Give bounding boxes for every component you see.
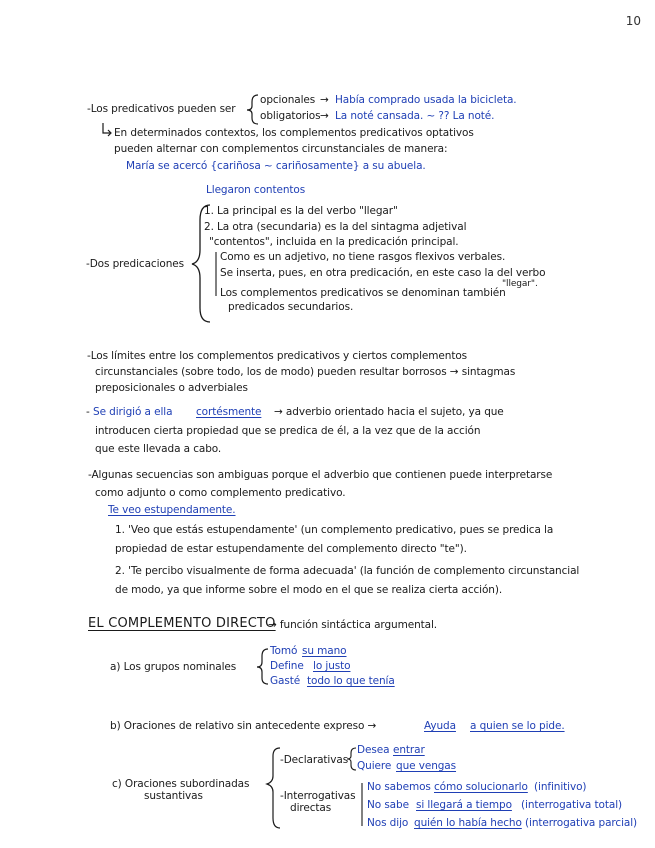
s6-i1-note: (infinitivo) xyxy=(534,781,587,793)
s2-line2a: 2. La otra (secundaria) es la del sintagma adjetival xyxy=(204,221,467,233)
s6-b-example-a: Ayuda xyxy=(424,720,456,732)
heading-note: → función sintáctica argumental. xyxy=(268,619,438,631)
s2-bullet1: Como es un adjetivo, no tiene rasgos flexivos verbales. xyxy=(220,251,506,263)
s6-b-example-b: a quien se lo pide. xyxy=(470,720,565,732)
s6-i1-object: cómo solucionarlo xyxy=(434,781,528,793)
s2-example: Llegaron contentos xyxy=(206,184,306,196)
s3-line1: -Los límites entre los complementos predicativos y ciertos complementos xyxy=(87,350,468,362)
s2-label: -Dos predicaciones xyxy=(86,258,185,270)
brace-decl xyxy=(347,748,356,770)
s2-bullet3b: predicados secundarios. xyxy=(228,301,354,313)
s6-directas: directas xyxy=(290,802,332,814)
s6-c-label1: c) Oraciones subordinadas xyxy=(112,778,250,790)
brace-s6-c xyxy=(267,748,280,828)
s6-i3-object: quién lo había hecho xyxy=(414,817,522,829)
hook-arrow-s1 xyxy=(103,123,110,133)
s1-note-line1: En determinados contextos, los complementos predicativos optativos xyxy=(114,127,474,139)
s6-a3-object: todo lo que tenía xyxy=(307,675,395,687)
s6-i2-verb: No sabe xyxy=(367,799,409,811)
s4-line1: → adverbio orientado hacia el sujeto, ya que xyxy=(274,406,504,418)
brace-s1 xyxy=(247,95,258,124)
s6-a1-object: su mano xyxy=(302,645,347,657)
s6-i1-verb: No sabemos xyxy=(367,781,431,793)
s1-obligatory-label: obligatorios xyxy=(260,110,321,122)
s6-a3-verb: Gasté xyxy=(270,675,301,687)
s6-decl-1-verb: Desea xyxy=(357,744,390,756)
s1-example: María se acercó {cariñosa ~ cariñosamente} a su abuela. xyxy=(126,160,426,172)
s6-i3-note: (interrogativa parcial) xyxy=(525,817,638,829)
s1-obligatory-example: La noté cansada. ~ ?? La noté. xyxy=(335,110,495,122)
notebook-page: 10 -Los predicativos pueden ser opcionales → Había comprado usada la bicicleta. obligatorios → La noté cansada. ~ ?? La noté. En determinados contextos, los complementos predicativos optativos pueden alternar con complementos circunstanciales de manera: María se acercó {cariñosa ~ cariñosamente} a su abuela. -Dos predicaciones Llegaron contentos 1. La principal es la del verbo "llegar" 2. La otra (secundaria) es la del sintagma adjetival "contentos", incluida en la predicación principal. Como es un adjetivo, no tiene rasgos flexivos verbales. Se inserta, pues, en otra predicación, en este caso la del verbo "llegar". Los complementos predicativos se denominan también predicados secundarios. -Los límites entre los complementos predicativos y ciertos complementos circunstanciales (sobre todo, los de modo) pueden resultar borrosos → sintagmas preposicionales o adverbiales - Se dirigió a ella cortésmente → adverbio orientado hacia el sujeto, ya que introducen cierta propiedad que se predica de él, a la vez que de la acción que este llevada a cabo. -Algunas secuencias son ambiguas porque el adverbio que contienen puede interpretarse como adjunto o como complemento predicativo. Te veo estupendamente. 1. 'Veo que estás estupendamente' (un complemento predicativo, pues se predica la propiedad de estar estupendamente del complemento directo "te"). 2. 'Te percibo visualmente de forma adecuada' (la función de complemento circunstancial de modo, ya que informe sobre el modo en el que se realiza cierta acción). EL COMPLEMENTO DIRECTO → función sintáctica argumental. a) Los grupos nominales Tomó su mano Define lo justo Gasté todo lo que tenía b) Oraciones de relativo sin antecedente expreso → Ayuda a quien se lo pide. c) Oraciones subordinadas sustantivas -Declarativas Desea entrar Quiere que vengas -Interrogativas directas No sabemos cómo solucionarlo (infinitivo) No sabe si llegará a tiempo (interrogativa total) Nos dijo quién lo había hecho (interrogativa parcial) xyxy=(0,0,655,848)
s4-line3: que este llevada a cabo. xyxy=(95,443,222,455)
s6-c-label2: sustantivas xyxy=(144,790,203,802)
s3-line2: circunstanciales (sobre todo, los de modo) pueden resultar borrosos → sintagmas xyxy=(95,366,516,378)
s2-bullet2: Se inserta, pues, en otra predicación, en este caso la del verbo xyxy=(220,267,546,279)
s2-line2b: "contentos", incluida en la predicación principal. xyxy=(209,236,459,248)
section-heading: EL COMPLEMENTO DIRECTO xyxy=(88,616,276,631)
s5-example: Te veo estupendamente. xyxy=(108,504,236,516)
s2-line1: 1. La principal es la del verbo "llegar" xyxy=(204,205,398,217)
s4-example-b: cortésmente xyxy=(196,406,262,418)
s6-decl-2-verb: Quiere xyxy=(357,760,392,772)
s6-i2-note: (interrogativa total) xyxy=(521,799,623,811)
s2-bullet2b: "llegar". xyxy=(502,279,538,289)
s3-line3: preposicionales o adverbiales xyxy=(95,382,248,394)
s1-optional-example: Había comprado usada la bicicleta. xyxy=(335,94,517,106)
s6-b-label: b) Oraciones de relativo sin antecedente expreso → xyxy=(110,720,377,732)
s6-decl-1-object: entrar xyxy=(393,744,425,756)
brace-s6-a xyxy=(257,649,268,684)
s6-a2-verb: Define xyxy=(270,660,304,672)
s5-note1a: 1. 'Veo que estás estupendamente' (un complemento predicativo, pues se predica la xyxy=(115,524,554,536)
s4-example-a: Se dirigió a ella xyxy=(93,406,173,418)
s1-lead: -Los predicativos pueden ser xyxy=(87,103,236,115)
page-number: 10 xyxy=(625,14,641,28)
s5-line1: -Algunas secuencias son ambiguas porque el adverbio que contienen puede interpretarse xyxy=(88,469,553,481)
s5-note2a: 2. 'Te percibo visualmente de forma adecuada' (la función de complemento circunstancial xyxy=(115,565,580,577)
s6-a1-verb: Tomó xyxy=(270,645,298,657)
s5-note1b: propiedad de estar estupendamente del complemento directo "te"). xyxy=(115,543,467,555)
s1-optional-label: opcionales xyxy=(260,94,316,106)
s2-bullet3a: Los complementos predicativos se denominan también xyxy=(220,287,506,299)
s6-decl-2-object: que vengas xyxy=(396,760,457,772)
s5-note2b: de modo, ya que informe sobre el modo en el que se realiza cierta acción). xyxy=(115,584,503,596)
s4-line2: introducen cierta propiedad que se predica de él, a la vez que de la acción xyxy=(95,425,481,437)
s6-a2-object: lo justo xyxy=(313,660,351,672)
s1-note-line2: pueden alternar con complementos circunstanciales de manera: xyxy=(114,143,448,155)
s6-a-label: a) Los grupos nominales xyxy=(110,661,237,673)
s5-line2: como adjunto o como complemento predicativo. xyxy=(95,487,346,499)
s6-interrogativas: -Interrogativas xyxy=(280,790,356,802)
s6-declarativas: -Declarativas xyxy=(280,754,349,766)
s6-i3-verb: Nos dijo xyxy=(367,817,409,829)
s6-i2-object: si llegará a tiempo xyxy=(416,799,512,811)
